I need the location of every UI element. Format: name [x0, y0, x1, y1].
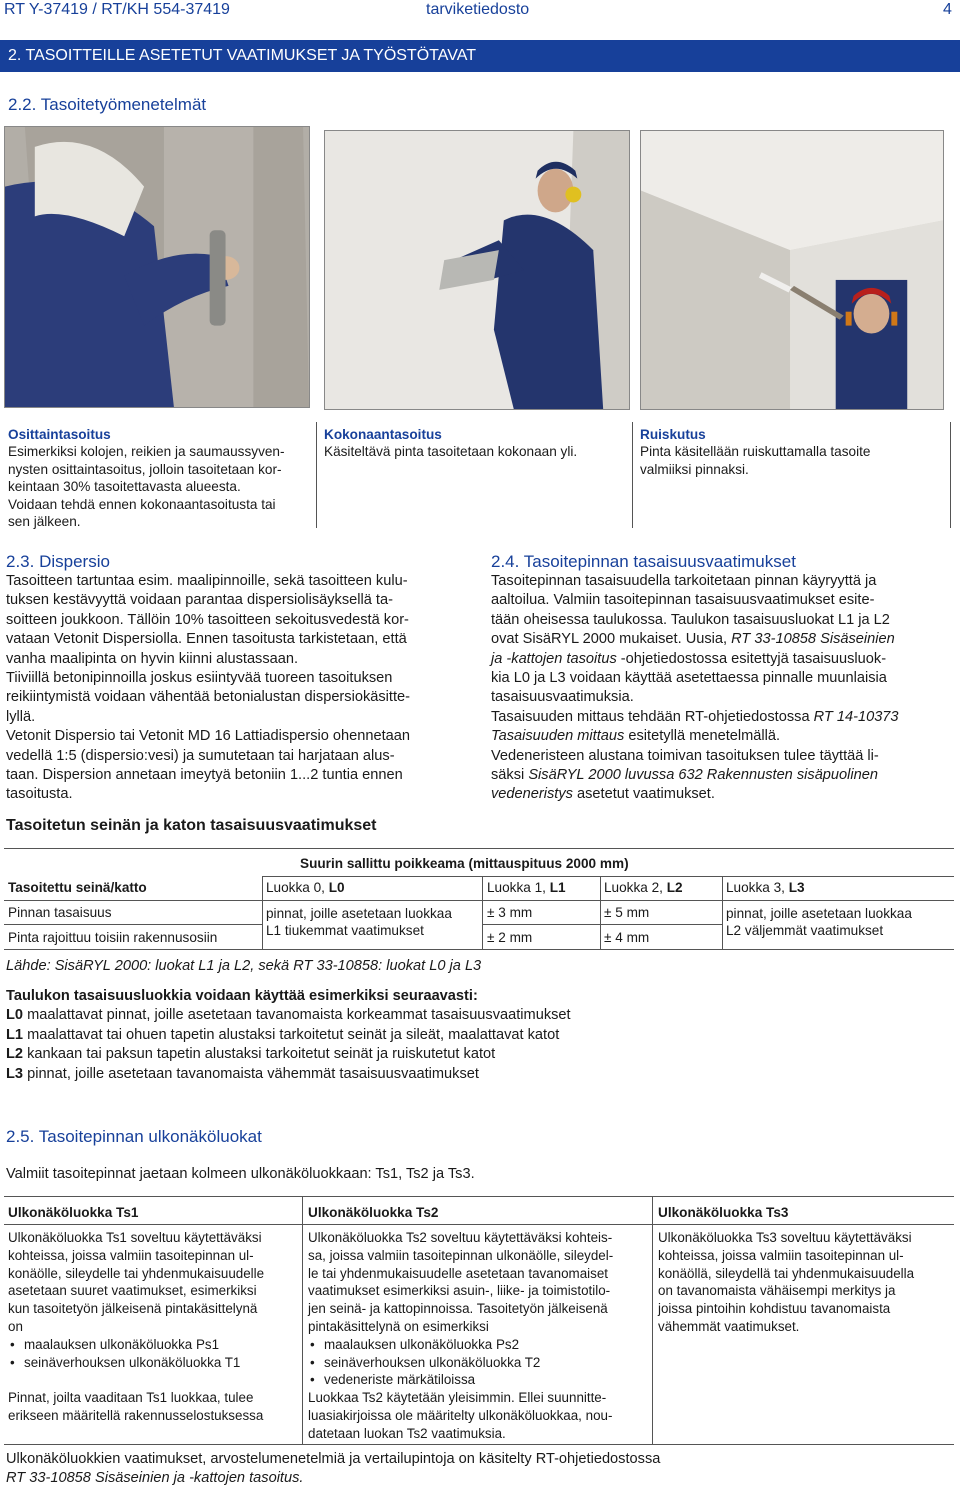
- text-line: [491, 630, 955, 649]
- ts2-cell: [308, 1229, 650, 1443]
- table1-source: Lähde: SisäRYL 2000: luokat L1 ja L2, sekä RT 33-10858: luokat L0 ja L3: [6, 958, 482, 974]
- text-line: kia L0 ja L3 voidaan käyttää asetettaessa pinnalle muunlaisia: [491, 670, 887, 687]
- class-code: L1: [549, 880, 566, 895]
- usage-text: pinnat, joille asetetaan tavanomaista vähemmät tasaisuusvaatimukset: [23, 1065, 479, 1082]
- caption-line: sen jälkeen.: [8, 514, 81, 530]
- caption-line: keintaan 30% tasoitettavasta alueesta.: [8, 479, 241, 495]
- reference-title: vedeneristys: [491, 786, 573, 803]
- table-col-header: Ulkonäköluokka Ts3: [658, 1205, 789, 1220]
- cell-line: L1 tiukemmat vaatimukset: [266, 923, 424, 938]
- section-2-3-body: [6, 572, 468, 805]
- text-span: -ohjetiedostossa esitettyjä tasaisuusluok-: [616, 650, 887, 667]
- reference-title: RT 33-10858 Sisäseinien: [731, 631, 895, 648]
- cell-line: sa, joissa valmiin tasoitepinnan ulkonäölle, sileydel-: [308, 1247, 614, 1263]
- cell-line: erikseen määritellä rakennusselostuksessa: [8, 1407, 264, 1423]
- bullet-item: • maalauksen ulkonäköluokka Ps2: [308, 1336, 650, 1354]
- section-2-4-body: [491, 572, 955, 805]
- bullet-item: • maalauksen ulkonäköluokka Ps1: [8, 1336, 300, 1354]
- usage-text: maalattavat tai ohuen tapetin alustaksi tarkoitetut seinät ja sileät, maalattavat katot: [23, 1026, 560, 1043]
- table-span-header: Suurin sallittu poikkeama (mittauspituus 2000 mm): [300, 856, 629, 871]
- class-code: L3: [6, 1065, 24, 1082]
- usage-item: [6, 1045, 946, 1064]
- text-line: Vetonit Dispersio tai Vetonit MD 16 Lattiadispersio ohennetaan: [6, 728, 411, 745]
- section-2-2-title: 2.2. Tasoitetyömenetelmät: [8, 95, 207, 114]
- document-type: tarviketiedosto: [426, 1, 530, 18]
- class-code: L2: [6, 1046, 24, 1063]
- cell-line: le tai yhdenmukaisuudelle asetetaan tavanomaiset: [308, 1265, 608, 1281]
- text-line: reikiintymistä voidaan vähentää betonialustan dispersiokäsitte-: [6, 689, 410, 706]
- table-cell: ± 4 mm: [604, 930, 650, 945]
- table-rule: [4, 1444, 954, 1445]
- caption-line: valmiiksi pinnaksi.: [640, 461, 749, 477]
- text-line: tuksen kestävyyttä voidaan parantaa dispersiolisäyksellä ta-: [6, 592, 393, 609]
- reference-title: ja -kattojen tasoitus: [491, 650, 617, 667]
- text-span: säksi: [491, 767, 529, 784]
- cell-line: Ulkonäköluokka Ts3 soveltuu käytettäväksi: [658, 1230, 912, 1245]
- ts3-cell: [658, 1229, 952, 1336]
- cell-line: pintakäsittelynä on esimerkiksi: [308, 1318, 489, 1334]
- table-rule: [4, 848, 954, 849]
- bullet-item: • seinäverhouksen ulkonäköluokka T2: [308, 1354, 650, 1372]
- text-span: asetetut vaatimukset.: [572, 786, 715, 803]
- caption-divider: [316, 422, 317, 528]
- usage-text: kankaan tai paksun tapetin alustaksi tarkoitetut seinät ja ruiskutetut katot: [23, 1046, 496, 1063]
- header-text: Luokka 0,: [266, 880, 329, 895]
- document-code: RT Y-37419 / RT/KH 554-37419: [4, 1, 230, 18]
- table-rule: [262, 876, 263, 949]
- text-line: [491, 727, 955, 746]
- table-rule: [482, 876, 483, 949]
- table-row-label: Pinta rajoittuu toisiin rakennusosiin: [8, 930, 218, 945]
- cell-line: konäölle, sileydelle tai yhdenmukaisuudelle: [8, 1265, 265, 1281]
- usage-item: [6, 1026, 946, 1045]
- table-cell-l3: [726, 905, 912, 939]
- cell-line: Pinnat, joilta vaaditaan Ts1 luokkaa, tulee: [8, 1390, 254, 1406]
- text-line: vedellä 1:5 (dispersio:vesi) ja sumutetaan tai harjataan alus-: [6, 747, 395, 764]
- cell-line: joissa pintoihin kohdistuu tavanomaista: [658, 1301, 891, 1317]
- caption-title: Ruiskutus: [640, 427, 706, 442]
- text-line: tasaisuusvaatimuksia.: [491, 689, 634, 706]
- section-2-4-title: 2.4. Tasoitepinnan tasaisuusvaatimukset: [491, 552, 796, 571]
- caption-divider: [632, 422, 633, 528]
- class-code: L2: [666, 880, 683, 895]
- ts1-cell: [8, 1229, 300, 1425]
- photo-partial-filling: [4, 126, 310, 408]
- caption-line: Käsiteltävä pinta tasoitetaan kokonaan yli.: [324, 444, 578, 460]
- caption-full-skimming: [324, 422, 624, 461]
- cell-line: datetaan luokan Ts2 vaatimuksia.: [308, 1425, 506, 1441]
- cell-line: pinnat, joille asetetaan luokkaa: [266, 906, 452, 921]
- table-cell: ± 5 mm: [604, 905, 650, 920]
- bullet-item: • vedeneriste märkätiloissa: [308, 1371, 650, 1389]
- footer-reference: RT 33-10858 Sisäseinien ja -kattojen tasoitus.: [6, 1470, 304, 1487]
- photo-spraying: [640, 130, 944, 410]
- table-rule: [722, 876, 723, 949]
- table-rule: [4, 900, 954, 901]
- cell-line: Ulkonäköluokka Ts1 soveltuu käytettäväksi: [8, 1230, 262, 1245]
- page-header: [0, 0, 960, 22]
- cell-line: luasiakirjoissa ole määritelty ulkonäköluokkaa, nou-: [308, 1407, 613, 1423]
- table-row-label: Pinnan tasaisuus: [8, 905, 112, 920]
- table1-heading: Tasoitetun seinän ja katon tasaisuusvaatimukset: [6, 817, 377, 834]
- usage-item: [6, 1006, 946, 1025]
- cell-line: on tavanomaista vähäisempi merkitys ja: [658, 1283, 896, 1299]
- table-rule: [4, 949, 954, 950]
- table-rule: [4, 1224, 954, 1225]
- table-rule: [600, 876, 601, 949]
- text-line: Vedeneristeen alustana toimivan tasoituksen tulee täyttää li-: [491, 747, 879, 764]
- table-rule: [302, 1196, 303, 1444]
- header-text: Luokka 3,: [726, 880, 789, 895]
- appearance-class-table: [4, 1196, 954, 1446]
- table-col-header: Tasoitettu seinä/katto: [8, 880, 147, 895]
- text-line: tään oheisessa taulukossa. Taulukon tasaisuusluokat L1 ja L2: [491, 611, 890, 628]
- text-span: esitetyllä menetelmällä.: [624, 728, 781, 745]
- caption-line: nysten osittaintasoitus, jolloin tasoitetaan kor-: [8, 461, 282, 477]
- cell-line: vähemmät vaatimukset.: [658, 1318, 800, 1334]
- text-line: Tasoitteen tartuntaa esim. maalipinnoille, sekä tasoitteen kulu-: [6, 573, 408, 589]
- usage-text: maalattavat pinnat, joille asetetaan tavanomaista korkeammat tasaisuusvaatimukset: [23, 1007, 571, 1024]
- table-cell: ± 2 mm: [487, 930, 533, 945]
- table-col-header-l2: [604, 880, 683, 895]
- text-span: Tasaisuuden mittaus tehdään RT-ohjetiedostossa: [491, 708, 814, 725]
- usage-list: [6, 987, 946, 1084]
- reference-title: Tasaisuuden mittaus: [491, 728, 625, 745]
- caption-title: Osittaintasoitus: [8, 427, 111, 442]
- usage-title: Taulukon tasaisuusluokkia voidaan käyttää esimerkiksi seuraavasti:: [6, 988, 478, 1004]
- text-line: vanha maalipinta on hyvin kiinni alustassaan.: [6, 650, 299, 667]
- caption-spraying: [640, 422, 940, 478]
- class-code: L1: [6, 1026, 24, 1043]
- footer-line: Ulkonäköluokkien vaatimukset, arvostelumenetelmiä ja vertailupintoja on käsitelty RT-ohjetiedostossa: [6, 1451, 661, 1467]
- text-line: [491, 708, 955, 727]
- text-line: taan. Dispersion annetaan imeytyä betoniin 1...2 tuntia ennen: [6, 767, 403, 784]
- table-rule: [4, 924, 262, 925]
- table-rule: [262, 876, 954, 877]
- caption-title: Kokonaantasoitus: [324, 427, 442, 442]
- section-band: 2. TASOITTEILLE ASETETUT VAATIMUKSET JA TYÖSTÖTAVAT: [0, 40, 960, 72]
- header-text: Luokka 2,: [604, 880, 667, 895]
- text-line: Tasoitepinnan tasaisuudella tarkoitetaan pinnan käyryyttä ja: [491, 573, 877, 589]
- header-text: Luokka 1,: [487, 880, 550, 895]
- reference-title: RT 14-10373: [813, 708, 899, 725]
- cell-line: on: [8, 1318, 23, 1334]
- cell-line: kohteissa, joissa valmiin tasoitepinnan ul-: [658, 1247, 904, 1263]
- table-cell: ± 3 mm: [487, 905, 533, 920]
- class-code: L0: [6, 1007, 24, 1024]
- cell-line: asetetaan suuret vaatimukset, esimerkiksi: [8, 1283, 257, 1299]
- cell-line: Ulkonäköluokka Ts2 soveltuu käytettäväksi kohteis-: [308, 1230, 613, 1245]
- text-line: tasoitusta.: [6, 786, 73, 803]
- section-2-3-title: 2.3. Dispersio: [6, 552, 110, 571]
- caption-line: Voidaan tehdä ennen kokonaantasoitusta tai: [8, 496, 276, 512]
- class-code: L0: [328, 880, 345, 895]
- section-2-5-title: 2.5. Tasoitepinnan ulkonäköluokat: [6, 1127, 262, 1146]
- text-line: lyllä.: [6, 708, 36, 725]
- caption-divider: [950, 422, 951, 528]
- table-col-header-l1: [487, 880, 566, 895]
- text-line: [491, 766, 955, 785]
- page-number: 4: [943, 1, 952, 18]
- table-cell-l0: [266, 905, 452, 939]
- text-line: vataan Vetonit Dispersiolla. Ennen tasoitusta tarkistetaan, että: [6, 631, 407, 648]
- cell-line: Luokkaa Ts2 käytetään yleisimmin. Ellei suunnitte-: [308, 1390, 607, 1406]
- table-col-header: Ulkonäköluokka Ts2: [308, 1205, 439, 1220]
- section-2-5-intro: Valmiit tasoitepinnat jaetaan kolmeen ulkonäköluokkaan: Ts1, Ts2 ja Ts3.: [6, 1166, 475, 1182]
- text-line: aaltoilua. Valmiin tasoitepinnan tasaisuusvaatimukset esite-: [491, 592, 875, 609]
- table-rule: [482, 924, 722, 925]
- cell-line: konäöllä, sileydellä tai yhdenmukaisuudella: [658, 1265, 915, 1281]
- table-col-header-l3: [726, 880, 805, 895]
- footer-note: [6, 1450, 946, 1489]
- text-span: ovat SisäRYL 2000 mukaiset. Uusia,: [491, 631, 732, 648]
- bullet-item: • seinäverhouksen ulkonäköluokka T1: [8, 1354, 300, 1372]
- usage-item: [6, 1065, 946, 1084]
- cell-line: vaatimukset esimerkiksi asuin-, liike- ja toimistotilo-: [308, 1283, 611, 1299]
- photo-full-skimming: [324, 130, 630, 410]
- caption-line: Esimerkiksi kolojen, reikien ja saumaussyven-: [8, 444, 285, 460]
- class-code: L3: [788, 880, 805, 895]
- table-rule: [4, 1196, 954, 1197]
- cell-line: kohteissa, joissa valmiin tasoitepinnan ul-: [8, 1247, 254, 1263]
- text-line: [491, 785, 955, 804]
- caption-line: Pinta käsitellään ruiskuttamalla tasoite: [640, 444, 871, 460]
- text-line: Tiiviillä betonipinnoilla joskus esiintyvää tuoreen tasoituksen: [6, 670, 393, 687]
- cell-line: pinnat, joille asetetaan luokkaa: [726, 906, 912, 921]
- table-col-header: Ulkonäköluokka Ts1: [8, 1205, 139, 1220]
- cell-line: kun tasoitetyön jälkeisenä pintakäsittelynä: [8, 1301, 258, 1317]
- caption-partial-filling: [8, 422, 312, 530]
- text-line: soitteen joukkoon. Tällöin 10% tasoitteen sekoitusvedestä kor-: [6, 611, 409, 628]
- reference-title: SisäRYL 2000 luvussa 632 Rakennusten sisäpuolinen: [528, 767, 878, 784]
- cell-line: L2 väljemmät vaatimukset: [726, 923, 884, 938]
- table-rule: [652, 1196, 653, 1444]
- text-line: [491, 650, 955, 669]
- cell-line: jen seinä- ja kattopinnoissa. Tasoitetyön jälkeisenä: [308, 1301, 608, 1317]
- table-col-header-l0: [266, 880, 345, 895]
